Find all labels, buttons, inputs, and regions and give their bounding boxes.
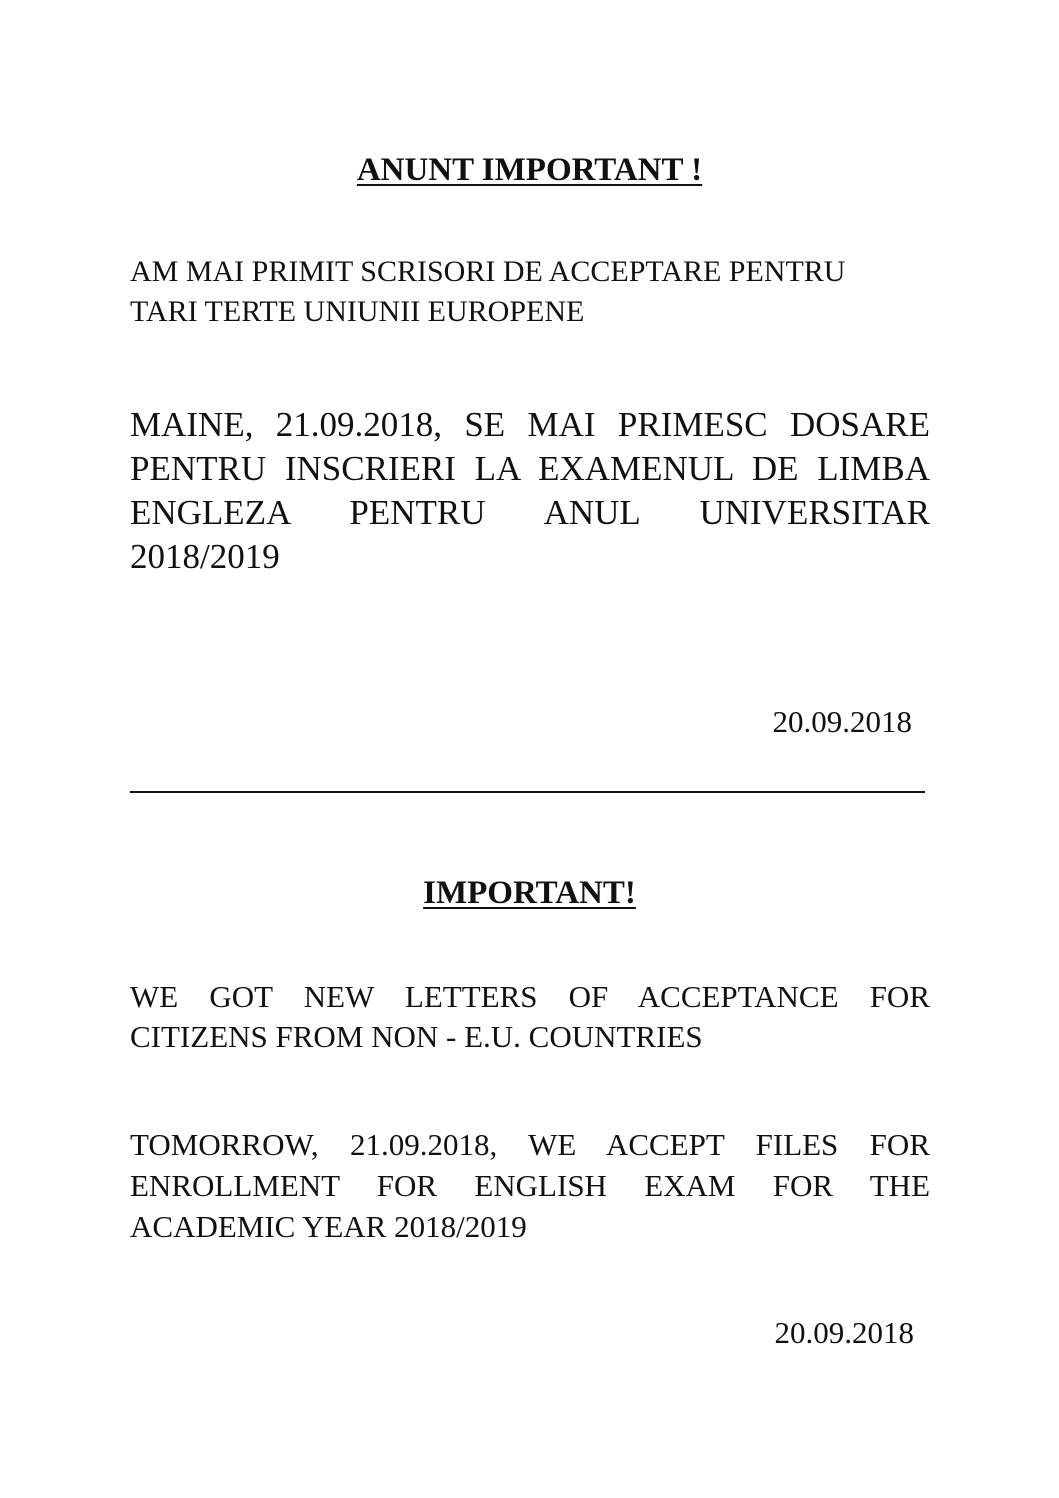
text-line: ENROLLMENT FOR ENGLISH EXAM FOR THE (130, 1168, 930, 1203)
english-title-text: IMPORTANT! (423, 875, 636, 911)
text-line: 2018/2019 (130, 537, 280, 576)
romanian-paragraph-1 (130, 252, 930, 332)
text-line: MAINE, 21.09.2018, SE MAI PRIMESC DOSARE (130, 405, 930, 444)
section-divider (130, 791, 925, 793)
romanian-paragraph-2 (130, 403, 930, 579)
romanian-title (0, 150, 1059, 190)
romanian-date: 20.09.2018 (772, 704, 912, 739)
english-title (0, 873, 1059, 913)
text-line: TOMORROW, 21.09.2018, WE ACCEPT FILES FOR (130, 1127, 930, 1162)
english-paragraph-2 (130, 1124, 930, 1247)
english-date: 20.09.2018 (774, 1315, 914, 1350)
text-line: WE GOT NEW LETTERS OF ACCEPTANCE FOR (130, 979, 930, 1014)
english-paragraph-1 (130, 977, 930, 1057)
text-line: CITIZENS FROM NON - E.U. COUNTRIES (130, 1019, 703, 1054)
text-line: ENGLEZA PENTRU ANUL UNIVERSITAR (130, 493, 930, 532)
text-line: AM MAI PRIMIT SCRISORI DE ACCEPTARE PENTRU (130, 255, 846, 288)
text-line: PENTRU INSCRIERI LA EXAMENUL DE LIMBA (130, 449, 930, 488)
romanian-title-text: ANUNT IMPORTANT ! (356, 152, 703, 188)
text-line: ACADEMIC YEAR 2018/2019 (130, 1209, 527, 1244)
text-line: TARI TERTE UNIUNII EUROPENE (130, 295, 585, 328)
